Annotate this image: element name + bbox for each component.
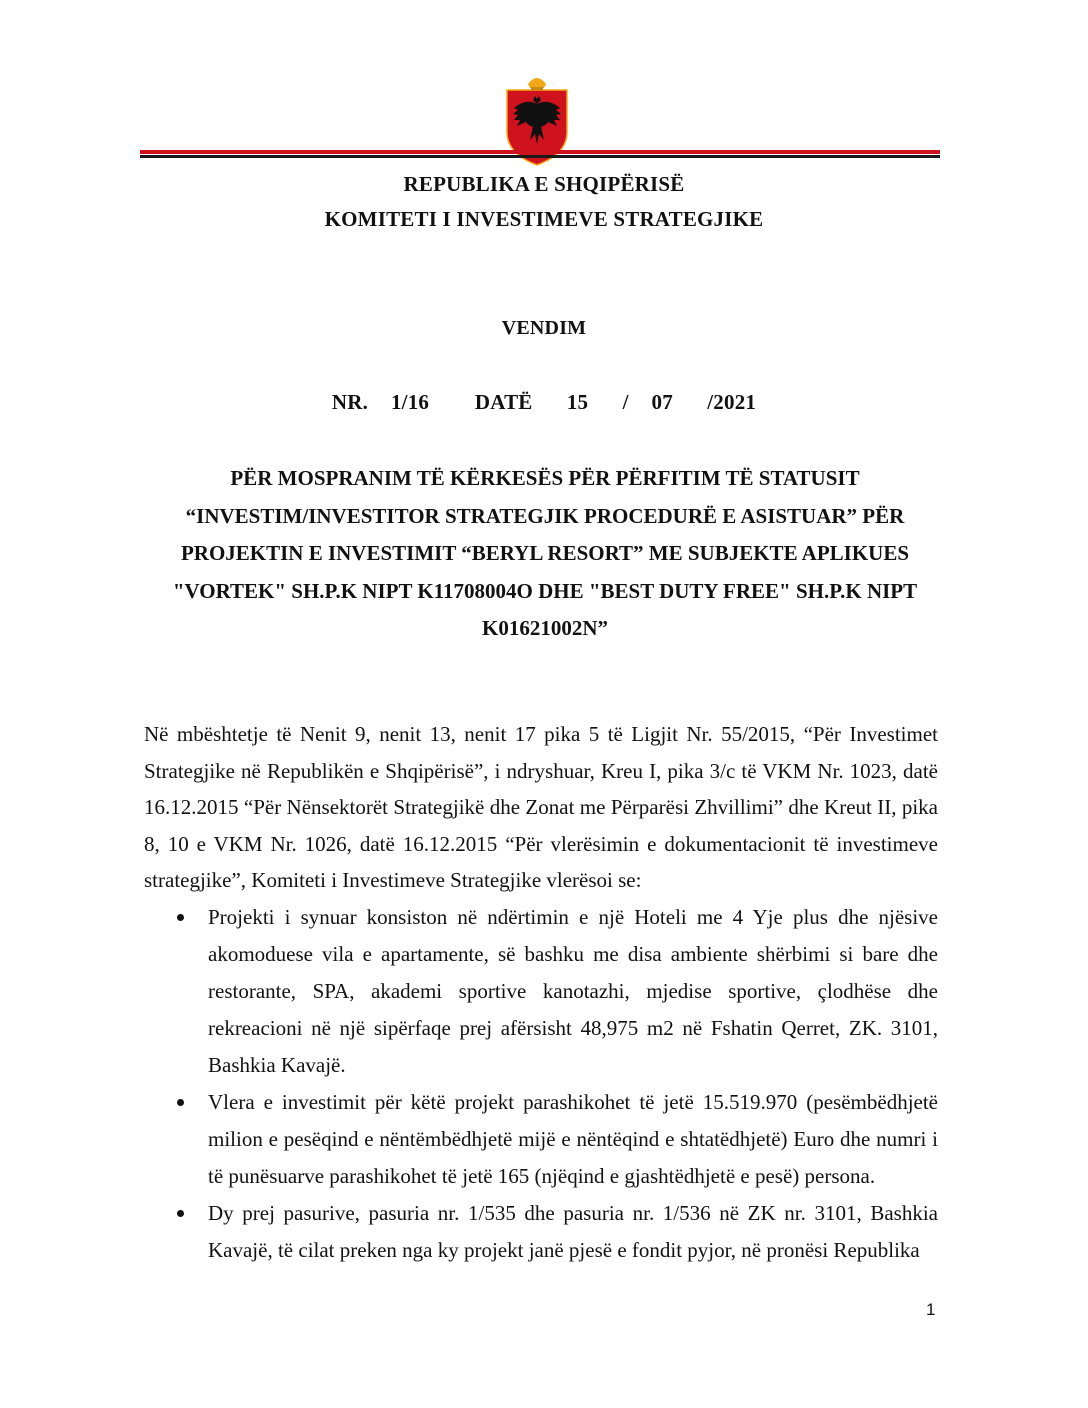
decision-subject [150, 460, 940, 648]
subject-line: K01621002N” [482, 616, 608, 640]
subject-line: PËR MOSPRANIM TË KËRKESËS PËR PËRFITIM TË STATUSIT [230, 466, 860, 490]
header-rule-red [140, 150, 940, 154]
list-item-text: Vlera e investimit për këtë projekt parashikohet të jetë 15.519.970 (pesëmbëdhjetë milion e pesëqind e nëntëmbëdhjetë mijë e nëntëqind e shtatëdhjetë) Euro dhe numri i të punësuarve parashikohet të jetë 165 (njëqind e gjashtëdhjetë e pesë) persona. [208, 1090, 938, 1188]
list-item [144, 1084, 938, 1195]
subject-line: “INVESTIM/INVESTITOR STRATEGJIK PROCEDURË E ASISTUAR” PËR [185, 503, 905, 528]
institution-name: KOMITETI I INVESTIMEVE STRATEGJIKE [324, 207, 764, 231]
subject-line: PROJEKTIN E INVESTIMIT “BERYL RESORT” ME SUBJEKTE APLIKUES [180, 541, 910, 565]
intro-paragraph: Në mbështetje të Nenit 9, nenit 13, nenit 17 pika 5 të Ligjit Nr. 55/2015, “Për Investimet Strategjike në Republikën e Shqipërisë”, i ndryshuar, Kreu I, pika 3/c të VKM Nr. 1023, datë 16.12.2015 “Për Nënsektorët Strategjikë dhe Zonat me Përparësi Zhvillimi” dhe Kreut II, pika 8, 10 e VKM Nr. 1026, datë 16.12.2015 “Për vlerësimin e dokumentacionit të investimeve strategjike”, Komiteti i Investimeve Strategjike vlerësoi se: [144, 722, 938, 892]
findings-list [144, 899, 938, 1269]
page-number: 1 [926, 1300, 936, 1319]
decision-number-date: NR. 1/16 DATË 15 / 07 /2021 [331, 390, 757, 414]
country-name: REPUBLIKA E SHQIPËRISË [403, 172, 685, 196]
list-item-text: Dy prej pasurive, pasuria nr. 1/535 dhe pasuria nr. 1/536 në ZK nr. 3101, Bashkia Kavajë, të cilat preken nga ky projekt janë pjesë e fondit pyjor, në pronësi Republika [208, 1201, 938, 1262]
subject-line: "VORTEK" SH.P.K NIPT K11708004O DHE "BEST DUTY FREE" SH.P.K NIPT [172, 578, 918, 603]
bullet-icon [177, 914, 184, 921]
bullet-icon [177, 1210, 184, 1217]
list-item [144, 1195, 938, 1269]
header-rule-black [140, 155, 940, 158]
bullet-icon [177, 1099, 184, 1106]
list-item [144, 899, 938, 1084]
header-rule [140, 150, 940, 162]
list-item-text: Projekti i synuar konsiston në ndërtimin e një Hoteli me 4 Yje plus dhe njësive akomoduese vila e apartamente, së bashku me disa ambiente shërbimi si bare dhe restorante, SPA, akademi sportive kanotazhi, mjedise sportive, çlodhëse dhe rekreacioni në një sipërfaqe prej afërsisht 48,975 m2 në Fshatin Qerret, ZK. 3101, Bashkia Kavajë. [208, 905, 938, 1077]
decision-title: VENDIM [501, 317, 587, 339]
